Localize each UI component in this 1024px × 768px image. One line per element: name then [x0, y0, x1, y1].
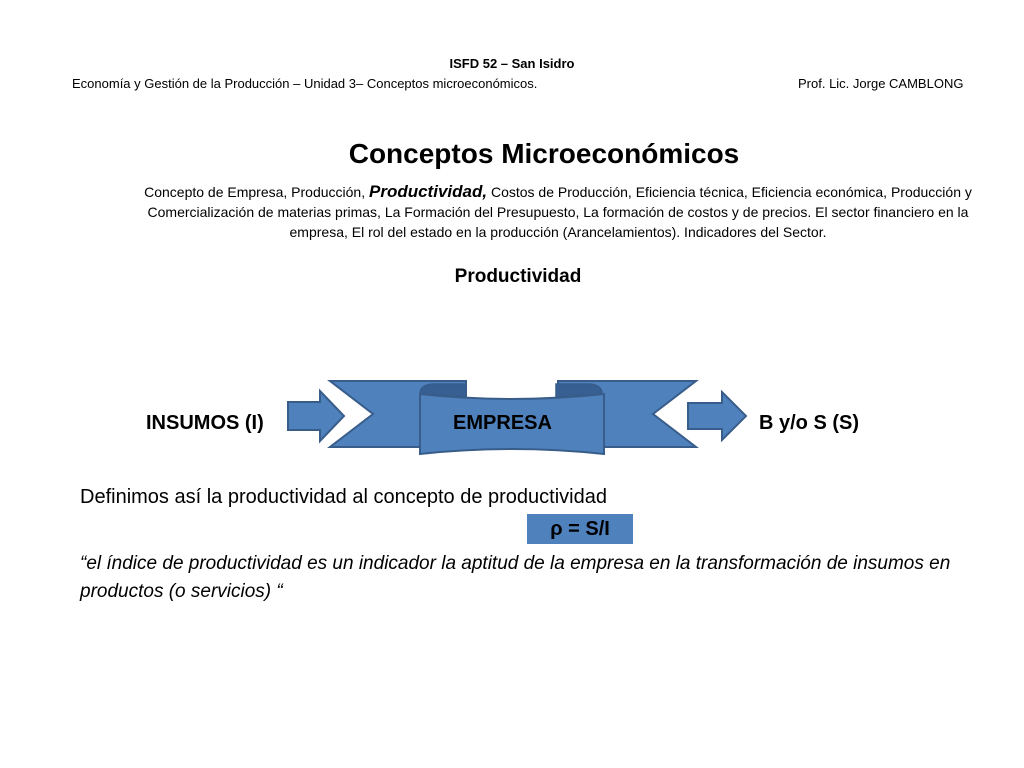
topics-paragraph — [118, 182, 998, 242]
definition-quote: “el índice de productividad es un indicador la aptitud de la empresa en la transformación de insumos en productos (o servicios) “ — [80, 553, 951, 602]
input-arrow — [288, 391, 344, 441]
section-heading: Productividad — [454, 266, 582, 287]
topics-text-before: Concepto de Empresa, Producción, — [144, 184, 369, 200]
output-arrow — [688, 392, 746, 440]
topics-emphasis: Productividad, — [369, 182, 488, 201]
output-label: B y/o S (S) — [759, 412, 860, 434]
topics-text-after: Costos de Producción, Eficiencia técnica, Eficiencia económica, Producción y Comercialización de materias primas, La Formación del Presupuesto, La formación de costos y de precios. El sector financiero en la empresa, El rol del estado en la producción (Arancelamientos). Indicadores del Sector. — [147, 184, 972, 240]
header-institution: ISFD 52 – San Isidro — [449, 56, 575, 71]
input-label: INSUMOS (I) — [146, 412, 264, 434]
formula-box — [527, 514, 633, 544]
header-course: Economía y Gestión de la Producción – Unidad 3– Conceptos microeconómicos. — [72, 76, 538, 91]
definition-text: Definimos así la productividad al concepto de productividad — [80, 486, 607, 508]
process-label: EMPRESA — [453, 412, 552, 434]
formula-text: ρ = S/I — [550, 518, 610, 540]
header-professor: Prof. Lic. Jorge CAMBLONG — [798, 76, 964, 91]
page-title: Conceptos Microeconómicos — [348, 138, 740, 169]
